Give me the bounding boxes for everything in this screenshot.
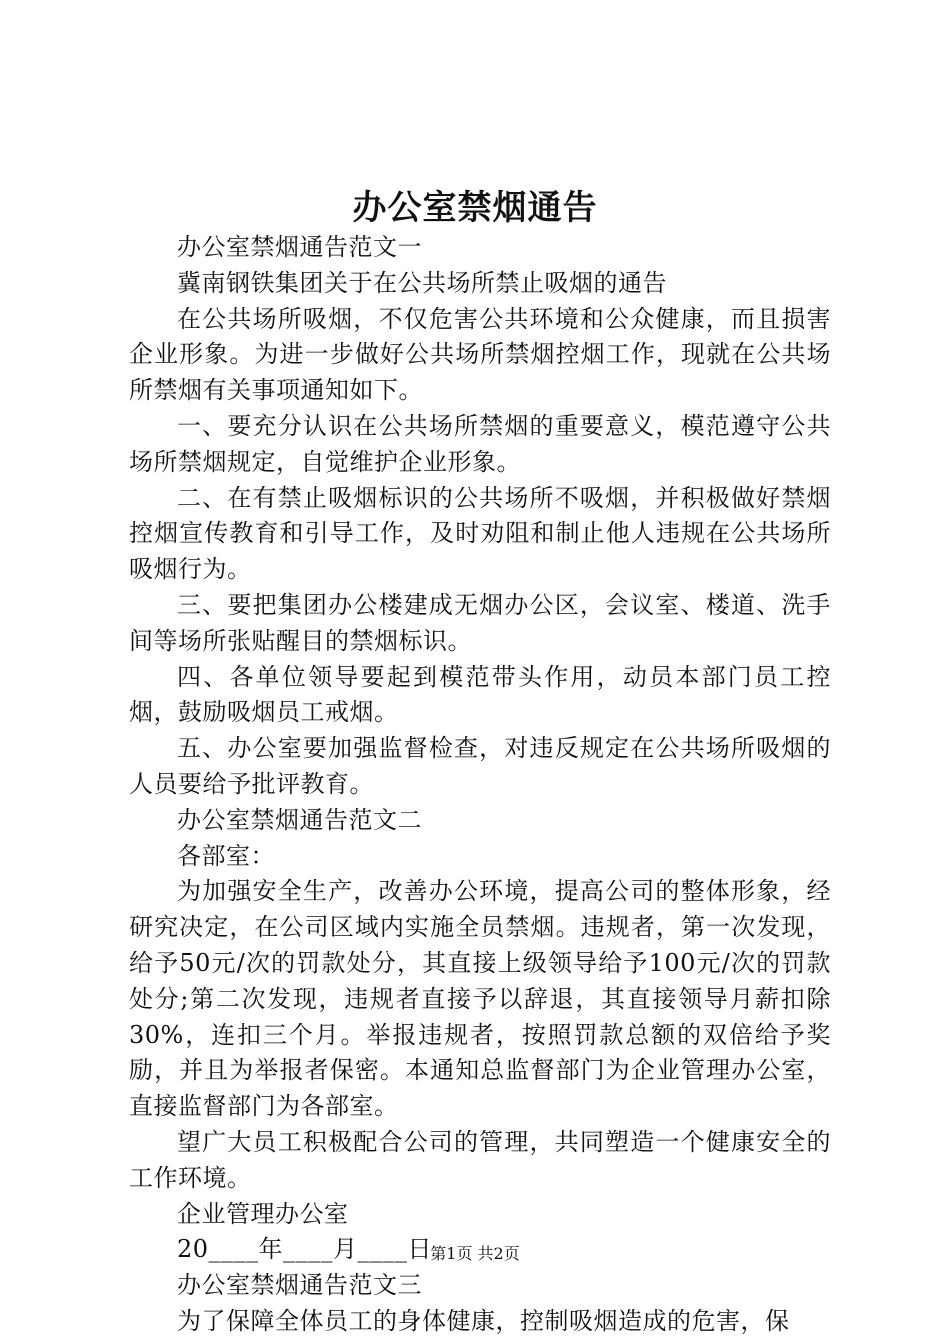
section-heading-2: 办公室禁烟通告范文二: [177, 805, 422, 834]
page-footer: 第1页 共2页: [430, 1244, 520, 1263]
signature: 企业管理办公室: [177, 1199, 349, 1228]
paragraph: 四、各单位领导要起到模范带头作用，动员本部门员工控烟，鼓励吸烟员工戒烟。: [129, 662, 831, 727]
paragraph: 在公共场所吸烟，不仅危害公共环境和公众健康，而且损害企业形象。为进一步做好公共场所禁烟控烟工作，现就在公共场所禁烟有关事项通知如下。: [129, 304, 831, 405]
paragraph: 为加强安全生产，改善办公环境，提高公司的整体形象，经研究决定，在公司区域内实施全员禁烟。违规者，第一次发现，给予50元/次的罚款处分，其直接上级领导给予100元/次的罚款处分;第二次发现，违规者直接予以辞退，其直接领导月薪扣除30%，连扣三个月。举报违规者，按照罚款总额的双倍给予奖励，并且为举报者保密。本通知总监督部门为企业管理办公室，直接监督部门为各部室。: [129, 877, 831, 1121]
notice-title: 冀南钢铁集团关于在公共场所禁止吸烟的通告: [177, 268, 667, 297]
paragraph: 五、办公室要加强监督检查，对违反规定在公共场所吸烟的人员要给予批评教育。: [129, 734, 831, 798]
salutation: 各部室：: [177, 841, 275, 870]
document-title: 办公室禁烟通告: [352, 188, 598, 228]
section-heading-1: 办公室禁烟通告范文一: [177, 233, 422, 261]
date-line: 20____年____月____日: [177, 1235, 433, 1264]
paragraph: 二、在有禁止吸烟标识的公共场所不吸烟，并积极做好禁烟控烟宣传教育和引导工作，及时劝阻和制止他人违规在公共场所吸烟行为。: [129, 483, 831, 584]
paragraph: 一、要充分认识在公共场所禁烟的重要意义，模范遵守公共场所禁烟规定，自觉维护企业形象。: [129, 411, 831, 476]
paragraph: 三、要把集团办公楼建成无烟办公区，会议室、楼道、洗手间等场所张贴醒目的禁烟标识。: [129, 590, 831, 655]
section-heading-3: 办公室禁烟通告范文三: [177, 1271, 422, 1300]
document-body: [129, 230, 831, 1340]
paragraph: 为了保障全体员工的身体健康，控制吸烟造成的危害，保: [177, 1306, 790, 1335]
paragraph: 望广大员工积极配合公司的管理，共同塑造一个健康安全的工作环境。: [129, 1127, 831, 1192]
